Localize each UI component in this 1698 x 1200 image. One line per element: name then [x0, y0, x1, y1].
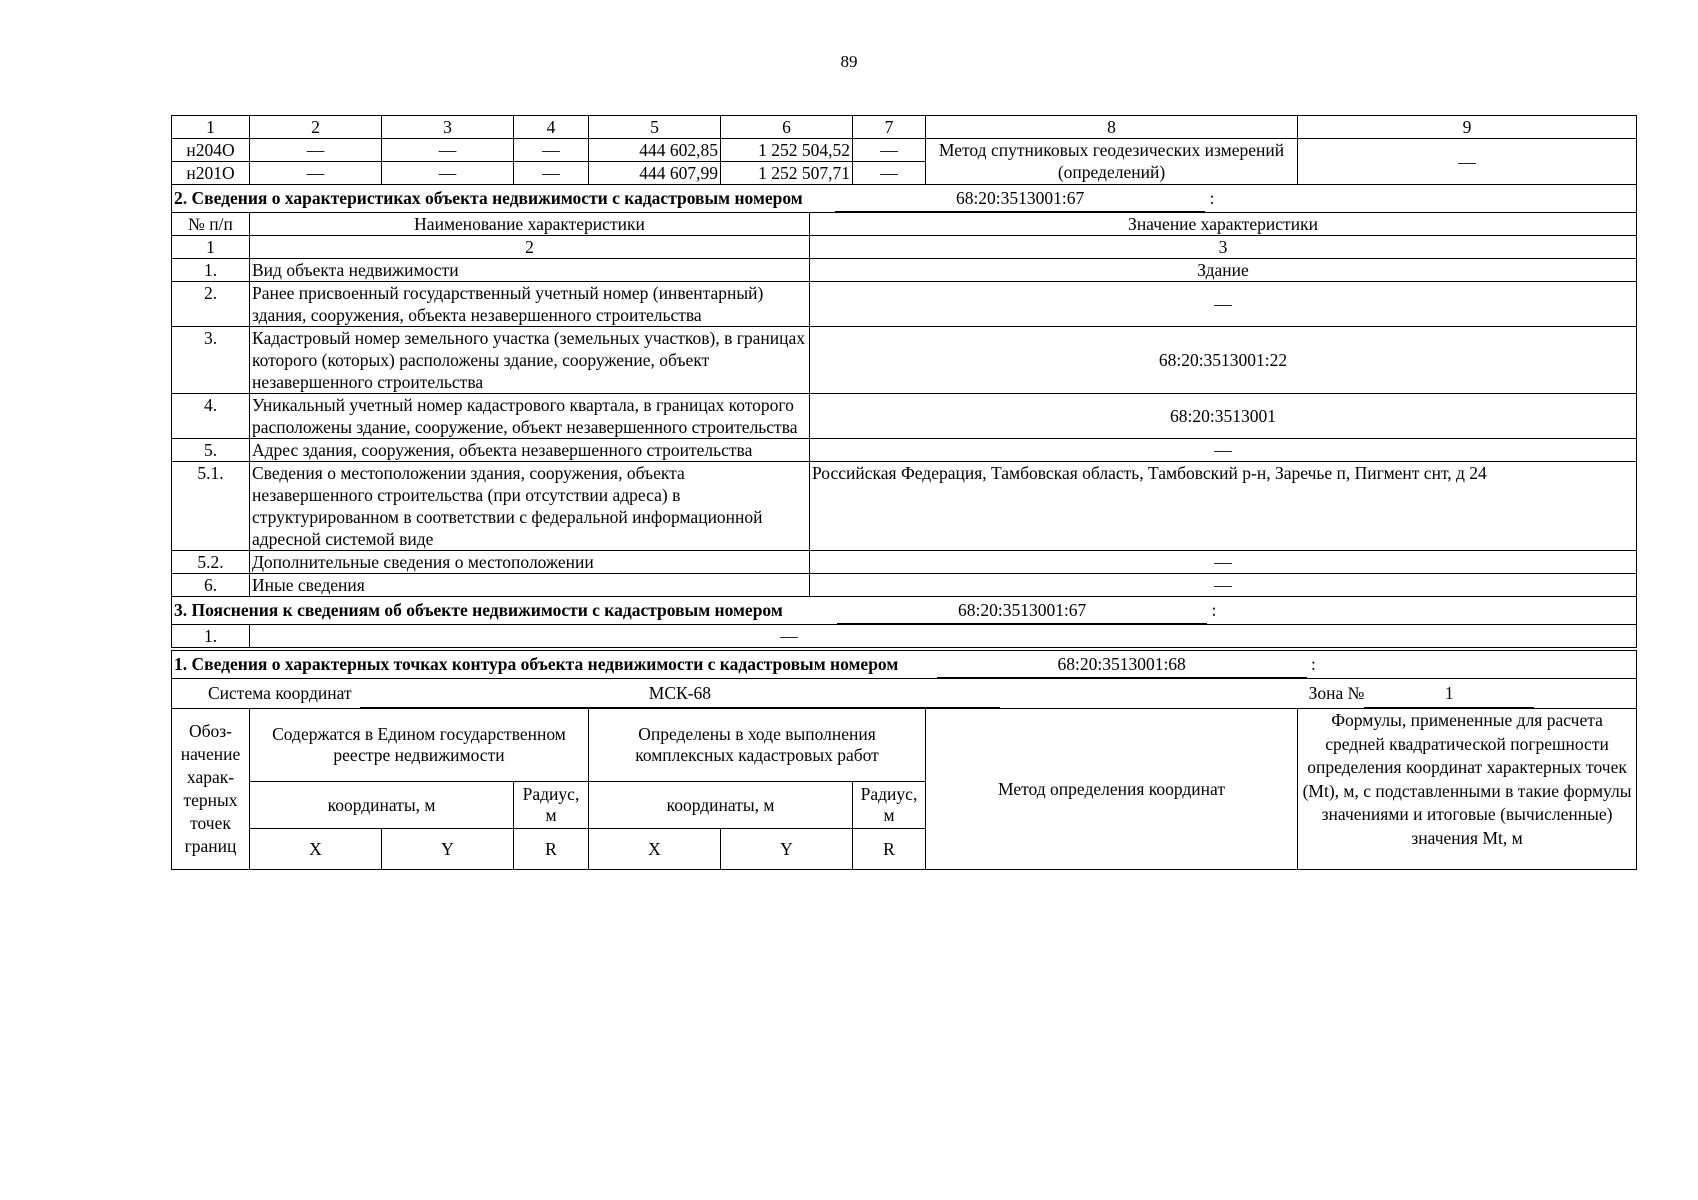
coords-header: координаты, м — [589, 782, 853, 829]
col-num: 5 — [589, 116, 721, 139]
y-coordinate: 1 252 504,52 — [721, 139, 853, 162]
table-row — [172, 462, 1637, 551]
column-numbers-row — [172, 116, 1637, 139]
egrn-header: Содержатся в Едином государственном реестре недвижимости — [250, 709, 589, 782]
characteristic-value: Здание — [810, 259, 1637, 282]
table-row — [172, 327, 1637, 394]
col-num: 7 — [853, 116, 926, 139]
col9-cell: — — [1298, 139, 1637, 185]
cell-value: — — [853, 139, 926, 162]
row-number: 2. — [172, 282, 250, 327]
table-row — [172, 439, 1637, 462]
characteristic-value: — — [810, 439, 1637, 462]
characteristic-value: 68:20:3513001 — [810, 394, 1637, 439]
characteristic-value: — — [810, 574, 1637, 597]
cell-value: — — [250, 162, 382, 185]
section3-cadastral-number: 68:20:3513001:67 — [837, 597, 1207, 624]
cell-value: — — [853, 162, 926, 185]
col-num: 8 — [926, 116, 1298, 139]
col-num: 3 — [810, 236, 1637, 259]
contour-points-table — [171, 650, 1637, 870]
r-header: R — [853, 829, 926, 870]
point-id: н204О — [172, 139, 250, 162]
col-num: 4 — [514, 116, 589, 139]
col-num: 1 — [172, 116, 250, 139]
row-number: 5. — [172, 439, 250, 462]
cell-value: — — [382, 139, 514, 162]
table-row — [172, 139, 1637, 162]
row-number: 5.1. — [172, 462, 250, 551]
header-value: Значение характеристики — [810, 213, 1637, 236]
table-row — [172, 282, 1637, 327]
col-num: 2 — [250, 116, 382, 139]
coord-system-value: МСК-68 — [360, 679, 1000, 708]
table-row — [172, 259, 1637, 282]
characteristic-name: Кадастровый номер земельного участка (земельных участков), в границах которого (которых) расположены здание, сооружение, объект незавершенного строительства — [250, 327, 810, 394]
characteristic-value: — — [810, 551, 1637, 574]
x-header: X — [589, 829, 721, 870]
coordinates-table-continued — [171, 115, 1637, 185]
column-numbers-row — [172, 236, 1637, 259]
designation-header: Обоз-начение харак-терных точек границ — [172, 709, 250, 870]
method-header: Метод определения координат — [926, 709, 1298, 870]
section2-colon: : — [1209, 188, 1215, 208]
section3-title: 3. Пояснения к сведениям об объекте недвижимости с кадастровым номером — [174, 600, 783, 620]
section3-header-row — [172, 597, 1637, 625]
coords-header: координаты, м — [250, 782, 514, 829]
point-id: н201О — [172, 162, 250, 185]
col-num: 3 — [382, 116, 514, 139]
radius-header: Радиус, м — [853, 782, 926, 829]
characteristics-table — [171, 184, 1637, 648]
header-name: Наименование характеристики — [250, 213, 810, 236]
page-number: 89 — [840, 52, 858, 71]
cell-value: — — [250, 139, 382, 162]
col-num: 2 — [250, 236, 810, 259]
section2-title: 2. Сведения о характеристиках объекта недвижимости с кадастровым номером — [174, 188, 803, 208]
column-headers-row — [172, 213, 1637, 236]
header-num: № п/п — [172, 213, 250, 236]
cell-value: — — [382, 162, 514, 185]
x-coordinate: 444 607,99 — [589, 162, 721, 185]
zone-value: 1 — [1364, 679, 1534, 708]
row-number: 1. — [172, 259, 250, 282]
section2-cadastral-number: 68:20:3513001:67 — [835, 185, 1205, 212]
radius-header: Радиус, м — [514, 782, 589, 829]
r-header: R — [514, 829, 589, 870]
row-number: 1. — [172, 625, 250, 648]
zone-label: Зона № — [1308, 683, 1365, 703]
characteristic-name: Иные сведения — [250, 574, 810, 597]
col-num: 1 — [172, 236, 250, 259]
characteristic-name: Уникальный учетный номер кадастрового квартала, в границах которого расположены здание, сооружение, объект незавершенного строительства — [250, 394, 810, 439]
document-body — [171, 115, 1636, 870]
row-number: 4. — [172, 394, 250, 439]
section1b-header-row — [172, 651, 1637, 679]
table-row — [172, 625, 1637, 648]
row-number: 5.2. — [172, 551, 250, 574]
table-row — [172, 551, 1637, 574]
characteristic-name: Дополнительные сведения о местоположении — [250, 551, 810, 574]
table-row — [172, 394, 1637, 439]
characteristic-name: Адрес здания, сооружения, объекта незавершенного строительства — [250, 439, 810, 462]
coord-system-label: Система координат — [208, 683, 352, 703]
characteristic-value: — — [810, 282, 1637, 327]
col-num: 6 — [721, 116, 853, 139]
method-cell: Метод спутниковых геодезических измерений (определений) — [926, 139, 1298, 185]
x-header: X — [250, 829, 382, 870]
formulas-header: Формулы, примененные для расчета средней квадратической погрешности определения координат характерных точек (Mt), м, с подставленными в такие формулы значениями и итоговые (вычисленные) значения Mt, м — [1298, 709, 1637, 870]
cell-value: — — [514, 139, 589, 162]
y-header: Y — [721, 829, 853, 870]
section1b-title: 1. Сведения о характерных точках контура объекта недвижимости с кадастровым номером — [174, 654, 899, 674]
characteristic-name: Ранее присвоенный государственный учетный номер (инвентарный) здания, сооружения, объекта незавершенного строительства — [250, 282, 810, 327]
y-coordinate: 1 252 507,71 — [721, 162, 853, 185]
section2-header-row — [172, 185, 1637, 213]
row-number: 3. — [172, 327, 250, 394]
header-row-1 — [172, 709, 1637, 782]
col-num: 9 — [1298, 116, 1637, 139]
section3-colon: : — [1211, 600, 1217, 620]
x-coordinate: 444 602,85 — [589, 139, 721, 162]
explanation-value: — — [250, 625, 1637, 648]
characteristic-name: Вид объекта недвижимости — [250, 259, 810, 282]
characteristic-name: Сведения о местоположении здания, сооружения, объекта незавершенного строительства (при отсутствии адреса) в структурированном в соответствии с федеральной информационной адресной системой виде — [250, 462, 810, 551]
complex-works-header: Определены в ходе выполнения комплексных кадастровых работ — [589, 709, 926, 782]
section1b-cadastral-number: 68:20:3513001:68 — [937, 651, 1307, 678]
table-row — [172, 574, 1637, 597]
section1b-colon: : — [1311, 654, 1316, 674]
characteristic-value: Российская Федерация, Тамбовская область, Тамбовский р-н, Заречье п, Пигмент снт, д 24 — [810, 462, 1637, 551]
y-header: Y — [382, 829, 514, 870]
cell-value: — — [514, 162, 589, 185]
row-number: 6. — [172, 574, 250, 597]
coord-system-row — [172, 679, 1637, 709]
characteristic-value: 68:20:3513001:22 — [810, 327, 1637, 394]
